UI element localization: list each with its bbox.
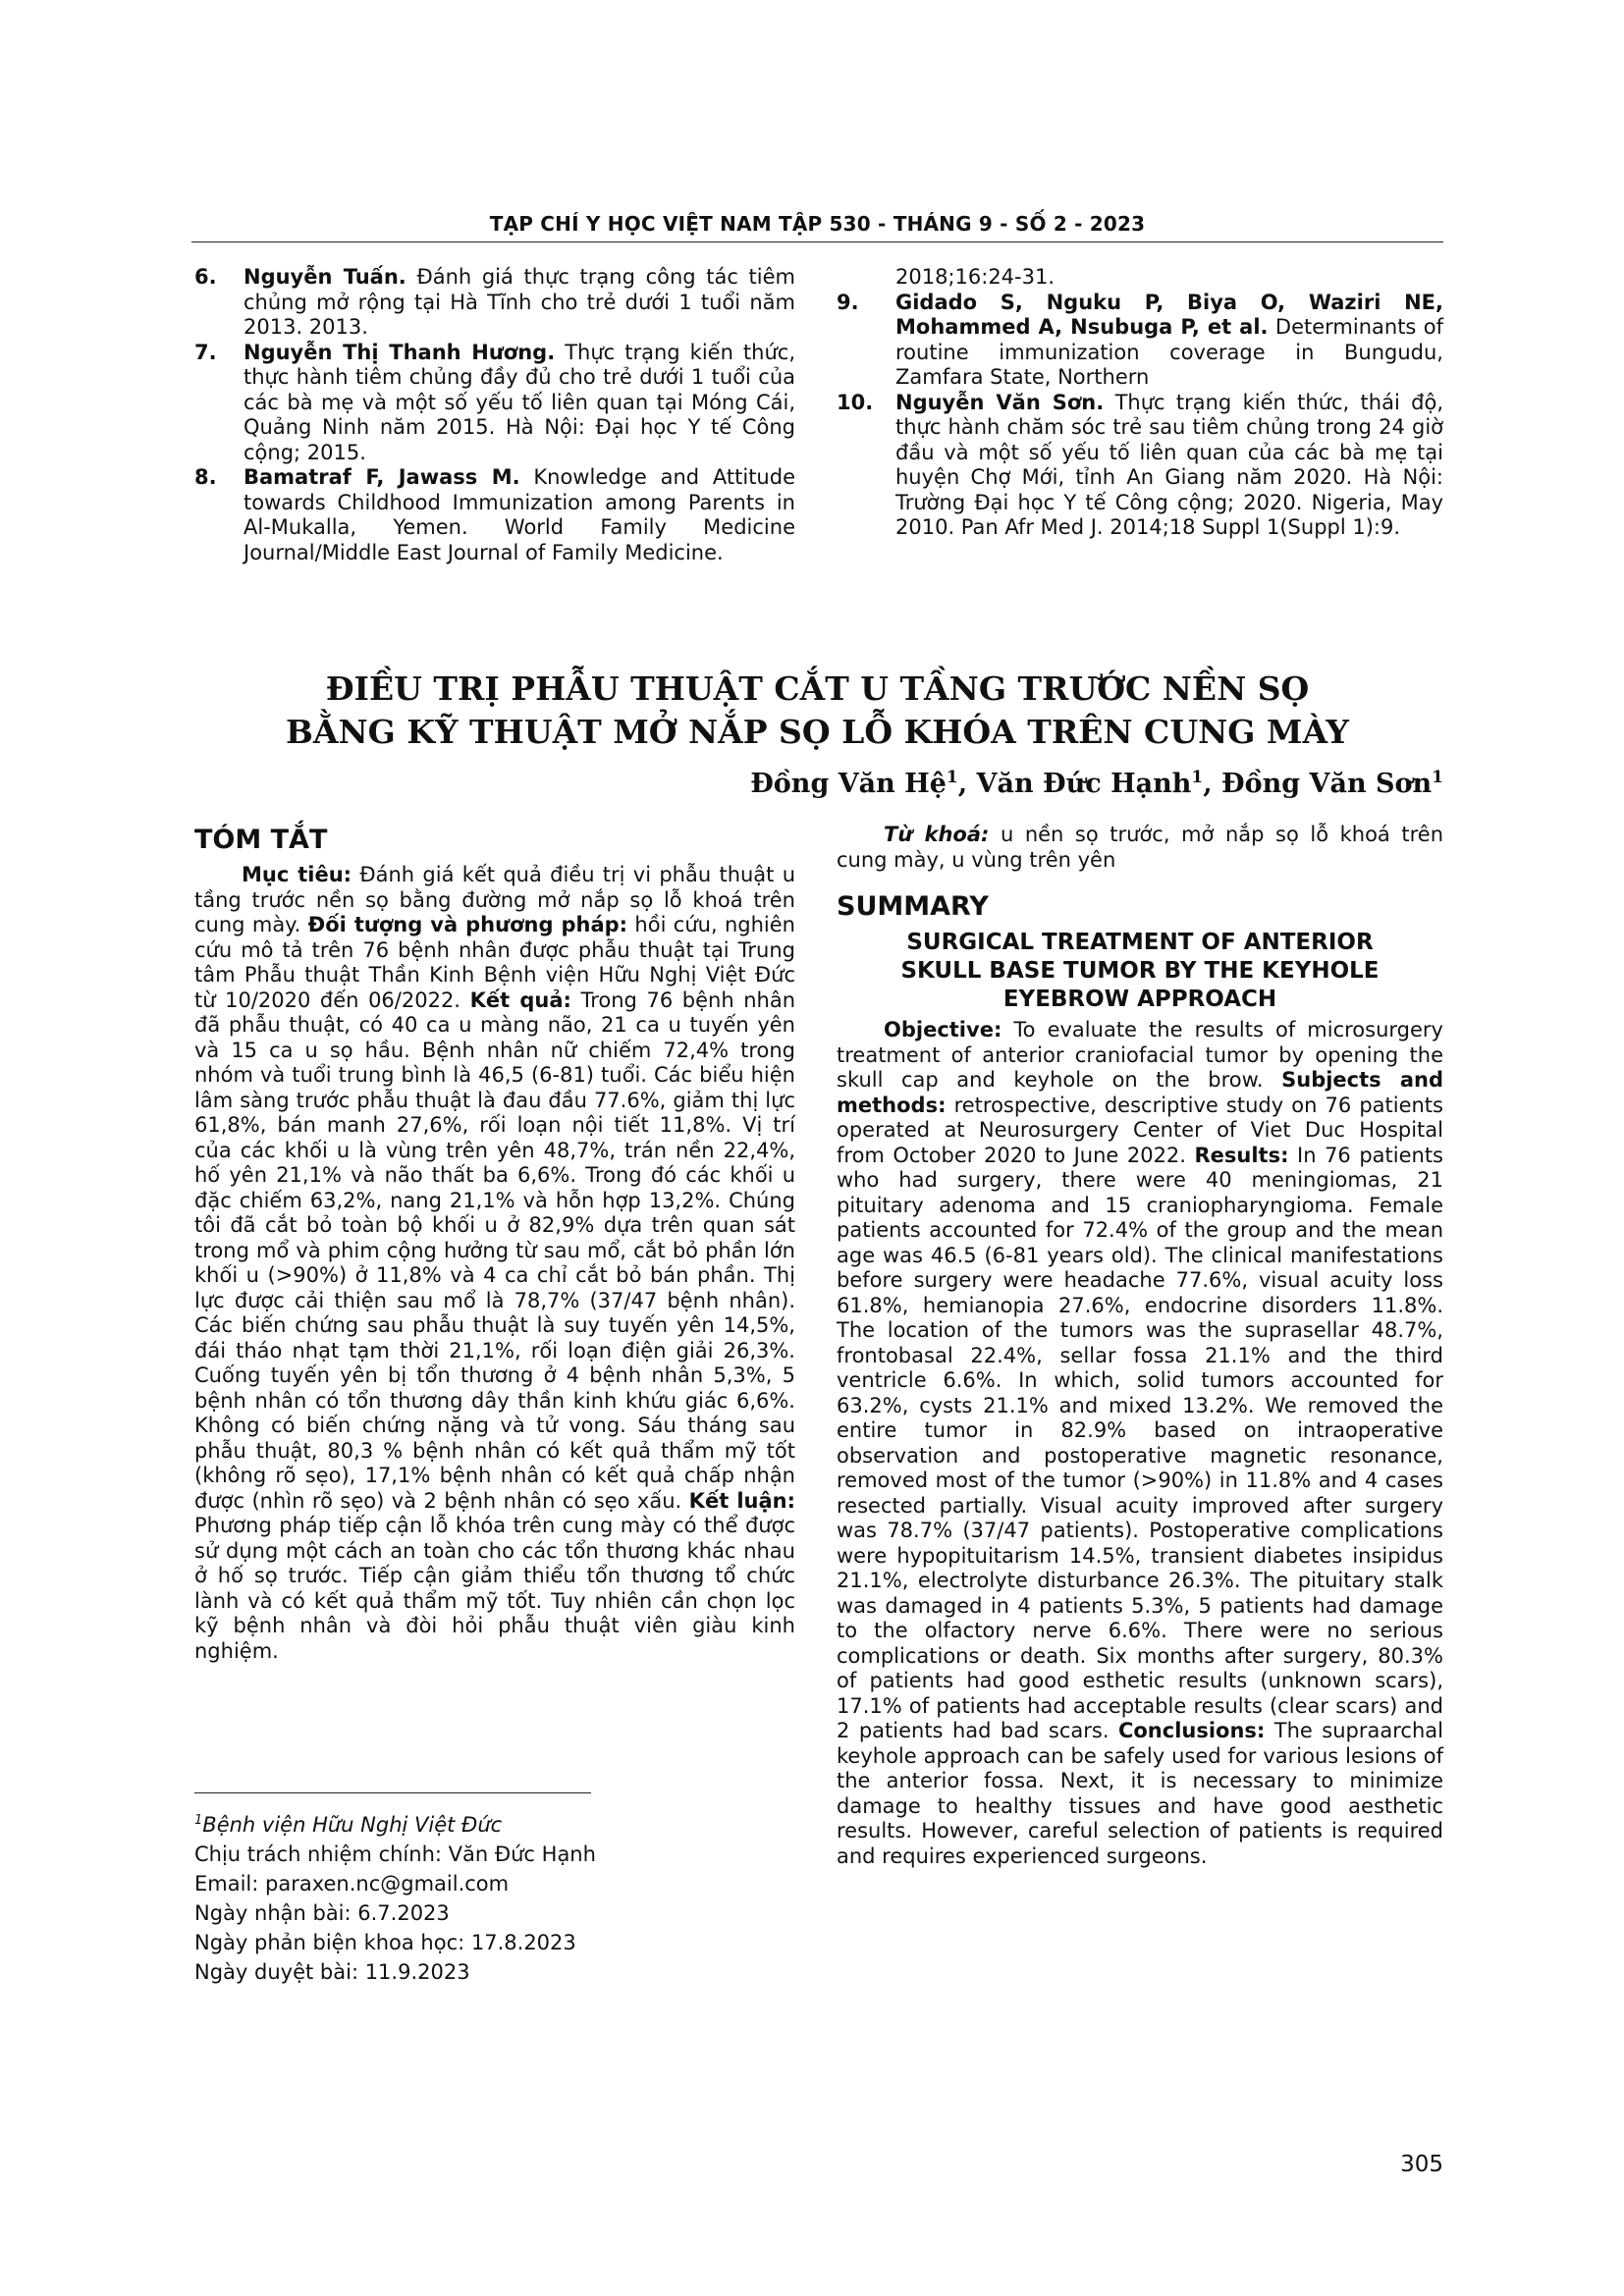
methods-label: Đối tượng và phương pháp: (307, 913, 628, 936)
article-title (191, 667, 1443, 754)
results-text: Trong 76 bệnh nhân đã phẫu thuật, có 40 ca u màng não, 21 ca u tuyến yên và 15 ca u sọ hầu. Bệnh nhân nữ chiếm 72,4% trong nhóm và tuổi trung bình là 46,5 (6-81) tuổi. Các biểu hiện lâm sàng trước phẫu thuật là đau đầu 77.6%, giảm thị lực 61,8%, bán manh 27,6%, rối loạn nội tiết 11,8%. Vị trí của các khối u là vùng trên yên 48,7%, trán nền 22,4%, hố yên 21,1% và não thất ba 6,6%. Trong đó các khối u đặc chiếm 63,2%, nang 21,1% và hỗn hợp 13,2%. Chúng tôi đã cắt bỏ toàn bộ khối u ở 82,9% dựa trên quan sát trong mổ và phim cộng hưởng từ sau mổ, cắt bỏ phần lớn khối u (>90%) ở 11,8% và 4 ca chỉ cắt bỏ bán phần. Thị lực được cải thiện sau mổ là 78,7% (37/47 bệnh nhân). Các biến chứng sau phẫu thuật là suy tuyến yên 14,5%, đái tháo nhạt tạm thời 21,1%, rối loạn điện giải 26,3%. Cuống tuyến yên bị tổn thương ở 4 bệnh nhân 5,3%, 5 bệnh nhân có tổn thương dây thần kinh khứu giác 6,6%. Không có biến chứng nặng và tử vong. Sáu tháng sau phẫu thuật, 80,3 % bệnh nhân có kết quả thẩm mỹ tốt (không rõ sẹo), 17,1% bệnh nhân có kết quả chấp nhận được (nhìn rõ sẹo) và 2 bệnh nhân có sẹo xấu. (194, 988, 796, 1513)
objective-text: Đánh giá kết quả điều trị vi phẫu thuật u tầng trước nền sọ bằng đường mở nắp sọ lỗ khoá trên cung mày. (194, 863, 796, 936)
conclusion-text: The supraarchal keyhole approach can be safely used for various lesions of the anterior fossa. Next, it is necessary to minimize damage to healthy tissues and have good aesthetic results. However, careful selection of patients is required and requires experienced surgeons. (837, 1719, 1443, 1868)
page-number: 305 (1400, 2152, 1443, 2177)
article-title-line: BẰNG KỸ THUẬT MỞ NẮP SỌ LỖ KHÓA TRÊN CUNG MÀY (286, 713, 1349, 751)
abstract-vietnamese (194, 825, 795, 1664)
objective-label: Mục tiêu: (242, 863, 352, 886)
author-affiliation-mark: 1 (1432, 768, 1443, 787)
objective-label: Objective: (884, 1018, 1002, 1041)
reference-text: Knowledge and Attitude towards Childhood Immunization among Parents in Al-Mukalla, Yemen. World Family Medicine Journal/Middle East Journal of Family Medicine. (244, 465, 795, 564)
reference-continuation: 2018;16:24-31. (895, 265, 1056, 289)
reference-authors: Nguyễn Tuấn. (244, 265, 406, 289)
summary-heading: SUMMARY (837, 891, 989, 922)
contact-email: Email: paraxen.nc@gmail.com (194, 1872, 510, 1896)
reference-item (837, 391, 1443, 541)
reference-text: Đánh giá thực trạng công tác tiêm chủng mở rộng tại Hà Tĩnh cho trẻ dưới 1 tuổi năm 2013. 2013. (244, 265, 795, 339)
abstract-body (194, 863, 795, 1664)
affiliation-text: Bệnh viện Hữu Nghị Việt Đức (202, 1813, 503, 1837)
conclusion-text: Phương pháp tiếp cận lỗ khóa trên cung mày có thể được sử dụng một cách an toàn cho các tổn thương khác nhau ở hố sọ trước. Tiếp cận giảm thiểu tổn thương tổ chức lành và có kết quả thẩm mỹ tốt. Tuy nhiên cần chọn lọc kỹ bệnh nhân và đòi hỏi phẫu thuật viên giàu kinh nghiệm. (194, 1514, 795, 1663)
affiliation-note (194, 1806, 795, 1840)
reference-authors: Bamatraf F, Jawass M. (244, 465, 520, 489)
affiliation-mark: 1 (194, 1813, 203, 1828)
methods-label: Subjects and methods: (837, 1068, 1444, 1117)
reference-number: 8. (194, 465, 217, 489)
reference-number: 10. (837, 390, 874, 414)
reference-number: 6. (194, 265, 217, 289)
date-reviewed: Ngày phản biện khoa học: 17.8.2023 (194, 1931, 576, 1954)
english-title-line: SKULL BASE TUMOR BY THE KEYHOLE (900, 958, 1380, 984)
results-text: In 76 patients who had surgery, there were 40 meningiomas, 21 pituitary adenoma and 15 craniopharyngioma. Female patients accounted for 72.4% of the group and the mean age was 46.5 (6-81 years old). The clinical manifestations before surgery were headache 77.6%, visual acuity loss 61.8%, hemianopia 27.6%, endocrine disorders 11.8%. The location of the tumors was the suprasellar 48.7%, frontobasal 22.4%, sellar fossa 21.1% and the third ventricle 6.6%. In which, solid tumors accounted for 63.2%, cysts 21.1% and mixed 13.2%. We removed the entire tumor in 82.9% based on intraoperative observation and postoperative magnetic resonance, removed most of the tumor (>90%) in 11.8% and 4 cases resected partially. Visual acuity improved after surgery was 78.7% (37/47 patients). Postoperative complications were hypopituitarism 14.5%, transient diabetes insipidus 21.1%, electrolyte disturbance 26.3%. The pituitary stalk was damaged in 4 patients 5.3%, 5 patients had damage to the olfactory nerve 6.6%. There were no serious complications or death. Six months after surgery, 80.3% of patients had good esthetic results (unknown scars), 17.1% of patients had acceptable results (clear scars) and 2 patients had bad scars. (837, 1143, 1443, 1742)
reference-item (837, 291, 1443, 391)
methods-text: hồi cứu, nghiên cứu mô tả trên 76 bệnh nhân được phẫu thuật tại Trung tâm Phẫu thuật Thần Kinh Bệnh viện Hữu Nghị Việt Đức từ 10/2020 đến 06/2022. (194, 913, 795, 1012)
reference-authors: Nguyễn Văn Sơn. (895, 390, 1105, 414)
footnote-rule (194, 1792, 591, 1793)
reference-item (194, 265, 795, 341)
author-name: Đồng Văn Sơn (1221, 769, 1433, 799)
author-name: Văn Đức Hạnh (976, 769, 1192, 799)
results-label: Results: (1194, 1143, 1289, 1167)
english-title-line: EYEBROW APPROACH (1002, 987, 1277, 1012)
english-title (837, 929, 1443, 1014)
date-received: Ngày nhận bài: 6.7.2023 (194, 1901, 450, 1925)
results-label: Kết quả: (469, 988, 571, 1012)
author-affiliation-mark: 1 (1191, 768, 1204, 787)
reference-number: 9. (837, 290, 859, 314)
reference-item (194, 341, 795, 466)
references-left-column (194, 265, 795, 565)
keywords-text: u nền sọ trước, mở nắp sọ lỗ khoá trên cung mày, u vùng trên yên (837, 823, 1443, 872)
reference-authors: Gidado S, Nguku P, Biya O, Waziri NE, Mohammed A, Nsubuga P, et al. (895, 290, 1443, 339)
keywords-paragraph (837, 823, 1443, 873)
references-right-column (837, 265, 1443, 541)
keywords (837, 823, 1443, 873)
author-affiliation-mark: 1 (946, 768, 958, 787)
footnotes (194, 1806, 795, 1987)
author-separator: , (957, 769, 977, 799)
reference-authors: Nguyễn Thị Thanh Hương. (244, 340, 556, 364)
article-title-line: ĐIỀU TRỊ PHẪU THUẬT CẮT U TẦNG TRƯỚC NỀN SỌ (325, 669, 1310, 708)
author-separator: , (1203, 769, 1222, 799)
header-rule (191, 241, 1443, 242)
reference-text: Thực trạng kiến thức, thái độ, thực hành chăm sóc trẻ sau tiêm chủng trong 24 giờ đầu và một số yếu tố liên quan của các bà mẹ tại huyện Chợ Mới, tỉnh An Giang năm 2020. Hà Nội: Trường Đại học Y tế Công cộng; 2020. Nigeria, May 2010. Pan Afr Med J. 2014;18 Suppl 1(Suppl 1):9. (895, 390, 1443, 539)
reference-number: 7. (194, 340, 217, 364)
reference-text: Determinants of routine immunization coverage in Bungudu, Zamfara State, Northern (895, 315, 1443, 389)
running-head: TẠP CHÍ Y HỌC VIỆT NAM TẬP 530 - THÁNG 9 - SỐ 2 - 2023 (489, 212, 1146, 236)
abstract-english (837, 1018, 1443, 1869)
english-title-line: SURGICAL TREATMENT OF ANTERIOR (906, 930, 1374, 955)
conclusion-label: Kết luận: (688, 1488, 795, 1513)
keywords-label: Từ khoá: (884, 823, 990, 846)
methods-text: retrospective, descriptive study on 76 patients operated at Neurosurgery Center of Viet Duc Hospital from October 2020 to June 2022. (837, 1093, 1443, 1167)
date-accepted: Ngày duyệt bài: 11.9.2023 (194, 1960, 470, 1984)
objective-text: To evaluate the results of microsurgery treatment of anterior craniofacial tumor by opening the skull cap and keyhole on the brow. (837, 1018, 1443, 1092)
reference-item (194, 465, 795, 565)
summary-body (837, 1018, 1443, 1869)
conclusion-label: Conclusions: (1117, 1719, 1266, 1742)
article-authors (687, 768, 1443, 799)
reference-text: Thực trạng kiến thức, thực hành tiêm chủng đầy đủ cho trẻ dưới 1 tuổi của các bà mẹ và một số yếu tố liên quan tại Móng Cái, Quảng Ninh năm 2015. Hà Nội: Đại học Y tế Công cộng; 2015. (244, 340, 795, 464)
corresponding-author: Chịu trách nhiệm chính: Văn Đức Hạnh (194, 1842, 596, 1866)
author-name: Đồng Văn Hệ (750, 769, 947, 799)
abstract-heading: TÓM TẮT (194, 825, 328, 855)
